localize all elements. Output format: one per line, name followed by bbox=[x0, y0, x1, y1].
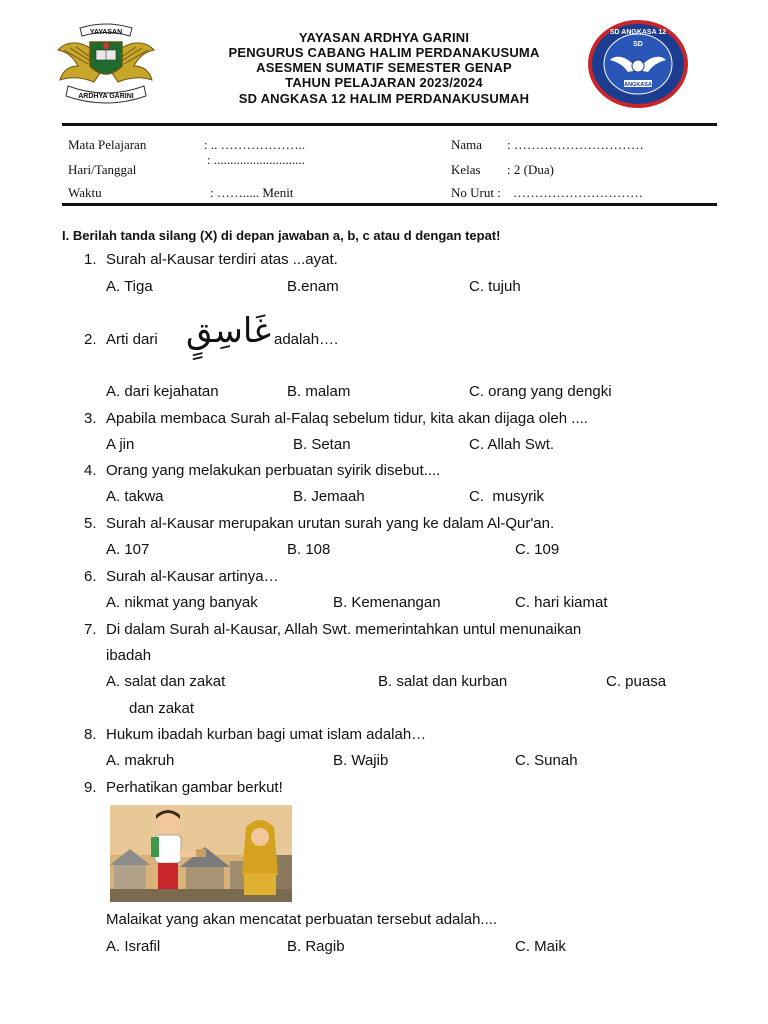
question-number: 2. bbox=[84, 331, 97, 348]
option-a: A. salat dan zakat bbox=[106, 673, 226, 690]
question-text: Surah al-Kausar terdiri atas ...ayat. bbox=[106, 251, 338, 268]
logo-top-text: YAYASAN bbox=[89, 29, 123, 36]
option-b: B.enam bbox=[287, 278, 339, 295]
logo-bottom-text: ARDHYA GARINI bbox=[78, 93, 134, 100]
question-text-continued: ibadah bbox=[106, 647, 152, 664]
day-date-label: Hari/Tanggal bbox=[68, 162, 137, 177]
question-number: 4. bbox=[84, 462, 97, 479]
option-b: B. Kemenangan bbox=[333, 594, 441, 611]
logo-center-text: SD bbox=[633, 41, 643, 48]
question-number: 7. bbox=[84, 621, 97, 638]
question-number: 5. bbox=[84, 515, 97, 532]
option-a: A. dari kejahatan bbox=[106, 383, 219, 400]
option-a: A. Tiga bbox=[106, 278, 153, 295]
header-exam-title: ASESMEN SUMATIF SEMESTER GENAP bbox=[256, 60, 512, 75]
option-a: A. 107 bbox=[106, 541, 150, 558]
logo-ring-text: SD ANGKASA 12 bbox=[609, 29, 667, 36]
sd-angkasa-12-logo bbox=[588, 20, 688, 108]
option-b: B. 108 bbox=[287, 541, 331, 558]
question-text: Di dalam Surah al-Kausar, Allah Swt. memerintahkan untul menunaikan bbox=[106, 621, 582, 638]
day-date-field: : ............................ bbox=[207, 152, 305, 167]
class-label: Kelas bbox=[451, 162, 481, 177]
question-text: Hukum ibadah kurban bagi umat islam adalah… bbox=[106, 726, 427, 743]
header-school-year: TAHUN PELAJARAN 2023/2024 bbox=[285, 75, 483, 90]
option-c: C. tujuh bbox=[469, 278, 521, 295]
question-text: Perhatikan gambar berkut! bbox=[106, 779, 283, 796]
option-c-continued: dan zakat bbox=[129, 700, 195, 717]
header-foundation: YAYASAN ARDHYA GARINI bbox=[298, 30, 470, 45]
option-a: A. nikmat yang banyak bbox=[106, 594, 258, 611]
option-a: A jin bbox=[106, 436, 135, 453]
question-number: 8. bbox=[84, 726, 97, 743]
question-text: Apabila membaca Surah al-Falaq sebelum tidur, kita akan dijaga oleh .... bbox=[106, 410, 588, 427]
option-c: C. musyrik bbox=[469, 488, 544, 505]
option-a: A. makruh bbox=[106, 752, 175, 769]
time-field: : ……..... Menit bbox=[210, 185, 294, 200]
instruction: I. Berilah tanda silang (X) di depan jawaban a, b, c atau d dengan tepat! bbox=[62, 228, 501, 243]
option-b: B. Setan bbox=[293, 436, 351, 453]
header-school-name: SD ANGKASA 12 HALIM PERDANAKUSUMAH bbox=[238, 91, 530, 106]
question-text: Surah al-Kausar merupakan urutan surah yang ke dalam Al-Qur'an. bbox=[106, 515, 555, 532]
question-text-continued: Malaikat yang akan mencatat perbuatan tersebut adalah.... bbox=[106, 911, 498, 928]
option-c: C. hari kiamat bbox=[515, 594, 608, 611]
option-b: B. malam bbox=[287, 383, 351, 400]
question-number: 3. bbox=[84, 410, 97, 427]
name-label: Nama bbox=[451, 137, 483, 152]
order-number-label: No Urut : bbox=[451, 185, 501, 200]
question-number: 6. bbox=[84, 568, 97, 585]
option-c: C. 109 bbox=[515, 541, 560, 558]
question-number: 9. bbox=[84, 779, 97, 796]
option-b: B. Ragib bbox=[287, 938, 345, 955]
question-text: Orang yang melakukan perbuatan syirik disebut.... bbox=[106, 462, 441, 479]
header-branch: PENGURUS CABANG HALIM PERDANAKUSUMA bbox=[228, 45, 540, 60]
name-field: : ………………………… bbox=[507, 137, 644, 152]
logo-bottom-label: ANGKASA bbox=[624, 82, 652, 88]
class-field: : 2 (Dua) bbox=[507, 162, 554, 177]
option-b: B. salat dan kurban bbox=[378, 673, 508, 690]
arabic-word: غَاسِقٍ bbox=[186, 311, 271, 351]
time-label: Waktu bbox=[68, 185, 102, 200]
illustration-children-giving bbox=[110, 805, 292, 902]
subject-field: : .. ……………….. bbox=[204, 137, 306, 152]
question-text: Arti dari bbox=[106, 331, 158, 348]
option-b: B. Jemaah bbox=[293, 488, 365, 505]
question-number: 1. bbox=[84, 251, 97, 268]
subject-label: Mata Pelajaran bbox=[68, 137, 147, 152]
order-number-field: ………………………… bbox=[513, 185, 643, 200]
option-c: C. orang yang dengki bbox=[469, 383, 612, 400]
option-a: A. takwa bbox=[106, 488, 164, 505]
question-text: Surah al-Kausar artinya… bbox=[106, 568, 279, 585]
option-b: B. Wajib bbox=[333, 752, 389, 769]
option-c: C. Maik bbox=[515, 938, 566, 955]
header-divider-top bbox=[62, 123, 717, 126]
option-c: C. puasa bbox=[606, 673, 667, 690]
header-divider-bottom bbox=[62, 203, 717, 206]
option-c: C. Allah Swt. bbox=[469, 436, 555, 453]
question-text-after: adalah…. bbox=[274, 331, 339, 348]
option-a: A. Israfil bbox=[106, 938, 161, 955]
option-c: C. Sunah bbox=[515, 752, 578, 769]
